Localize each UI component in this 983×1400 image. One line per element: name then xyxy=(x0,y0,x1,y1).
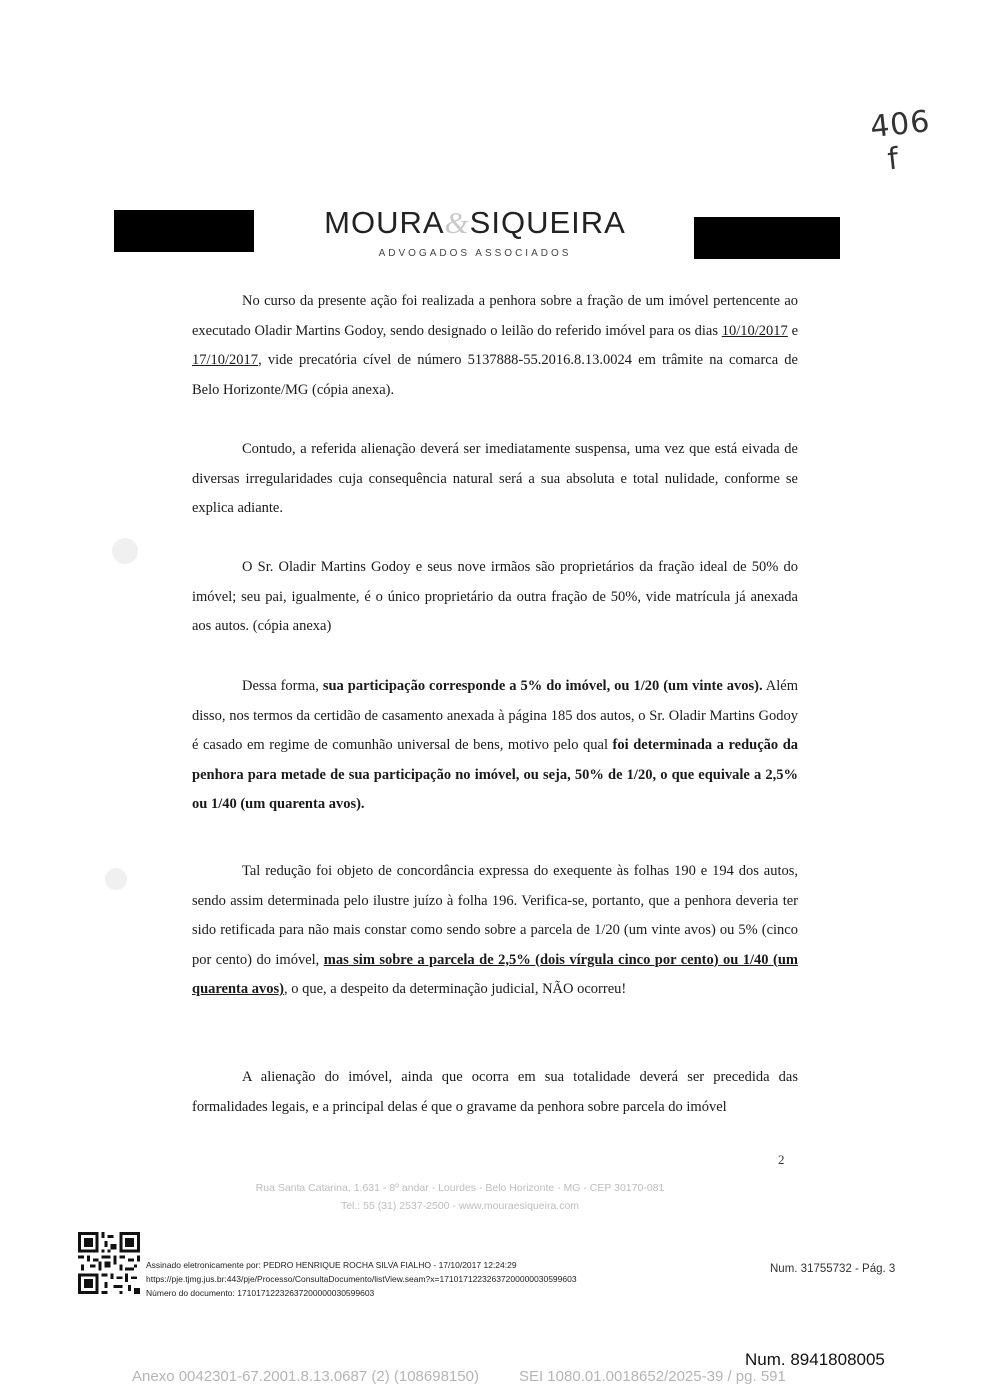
paragraph-6: A alienação do imóvel, ainda que ocorra em sua totalidade deverá ser precedida das formalidades legais, e a principal delas é que o gravame da penhora sobre parcela do imóvel xyxy=(192,1069,798,1115)
scan-smudge xyxy=(112,538,138,564)
sei-reference: SEI 1080.01.0018652/2025-39 / pg. 591 xyxy=(518,1368,786,1385)
redaction-block-right xyxy=(694,217,840,259)
document-page-reference: Num. 31755732 - Pág. 3 xyxy=(770,1263,896,1275)
firm-subtitle: ADVOGADOS ASSOCIADOS xyxy=(378,248,572,259)
redaction-block-left xyxy=(114,210,254,252)
signature-document-number: Número do documento: 17101712232637200000030599603 xyxy=(146,1288,375,1298)
paragraph-3: O Sr. Oladir Martins Godoy e seus nove irmãos são proprietários da fração ideal de 50% do imóvel; seu pai, igualmente, é o único proprietário da outra fração de 50%, vide matrícula já anexada aos autos. (cópia anexa) xyxy=(192,559,798,634)
participation-statement: sua participação corresponde a 5% do imóvel, ou 1/20 (um vinte avos). xyxy=(322,678,763,694)
auction-date-2: 17/10/2017 xyxy=(192,352,259,368)
firm-name-right: SIQUEIRA xyxy=(469,205,626,240)
annex-footer xyxy=(132,1368,852,1385)
reduction-statement: foi determinada a redução da penhora para metade de sua participação no imóvel, ou seja, 50% de 1/20, o que equivale a 2,5% ou 1/40 (um quarenta avos). xyxy=(192,737,799,812)
signature-signer: Assinado eletronicamente por: PEDRO HENRIQUE ROCHA SILVA FIALHO - 17/10/2017 12:24:29 xyxy=(146,1260,517,1270)
firm-name-left: MOURA xyxy=(324,205,445,240)
paragraph-4-text: Além disso, nos termos da certidão de casamento anexada à página 185 dos autos, o Sr. Oladir Martins Godoy é casado em regime de comunhão universal de bens, motivo pelo qual xyxy=(192,678,798,753)
firm-logo xyxy=(300,205,650,241)
page-number: 2 xyxy=(778,1152,785,1167)
footer-address: Rua Santa Catarina, 1.631 - 8º andar - Lourdes - Belo Horizonte - MG - CEP 30170-081 xyxy=(255,1182,665,1194)
paragraph-5-text: Tal redução foi objeto de concordância expressa do exequente às folhas 190 e 194 dos autos, sendo assim determinada pelo ilustre juízo à folha 196. Verifica-se, portanto, que a penhora deveria ter sido retificada para não mais constar como sendo sobre a parcela de 1/20 (um vinte avos) ou 5% (cinco por cento) do imóvel, xyxy=(192,863,798,968)
handwritten-number: 406 xyxy=(868,104,933,146)
paragraph-2: Contudo, a referida alienação deverá ser imediatamente suspensa, uma vez que está eivada de diversas irregularidades cuja consequência natural será a sua absoluta e total nulidade, conforme se explica adiante. xyxy=(192,441,798,516)
signature-url[interactable]: https://pje.tjmg.jus.br:443/pje/Processo/ConsultaDocumento/listView.seam?x=17101712232637200000030599603 xyxy=(146,1274,577,1284)
paragraph-4 xyxy=(192,672,798,820)
auction-date-1: 10/10/2017 xyxy=(721,322,788,339)
scan-smudge xyxy=(105,868,127,890)
document-number-stamp: Num. 8941808005 xyxy=(745,1350,885,1369)
firm-ampersand: & xyxy=(444,205,470,240)
paragraph-5-text: , o que, a despeito da determinação judicial, NÃO ocorreu! xyxy=(283,981,627,997)
paragraph-1-text: , vide precatória cível de número 5137888-55.2016.8.13.0024 em trâmite na comarca de Belo Horizonte/MG (cópia anexa). xyxy=(192,352,798,398)
annex-reference: Anexo 0042301-67.2001.8.13.0687 (2) (108698150) xyxy=(132,1368,479,1385)
paragraph-4-text: Dessa forma, xyxy=(242,678,323,694)
handwritten-initial: f xyxy=(885,141,902,178)
qr-code xyxy=(78,1232,140,1294)
correct-share-statement: mas sim sobre a parcela de 2,5% (dois vírgula cinco por cento) ou 1/40 (um quarenta avos) xyxy=(192,951,798,997)
paragraph-1-text: No curso da presente ação foi realizada a penhora sobre a fração de um imóvel pertencente ao executado Oladir Martins Godoy, sendo designado o leilão do referido imóvel para os dias xyxy=(192,293,798,339)
handwritten-page-annotation xyxy=(869,105,936,179)
paragraph-1 xyxy=(192,287,798,405)
paragraph-5 xyxy=(192,857,798,1005)
paragraph-1-text: e xyxy=(787,322,798,339)
footer-contact: Tel.: 55 (31) 2537-2500 - www.mouraesiqueira.com xyxy=(340,1200,580,1212)
